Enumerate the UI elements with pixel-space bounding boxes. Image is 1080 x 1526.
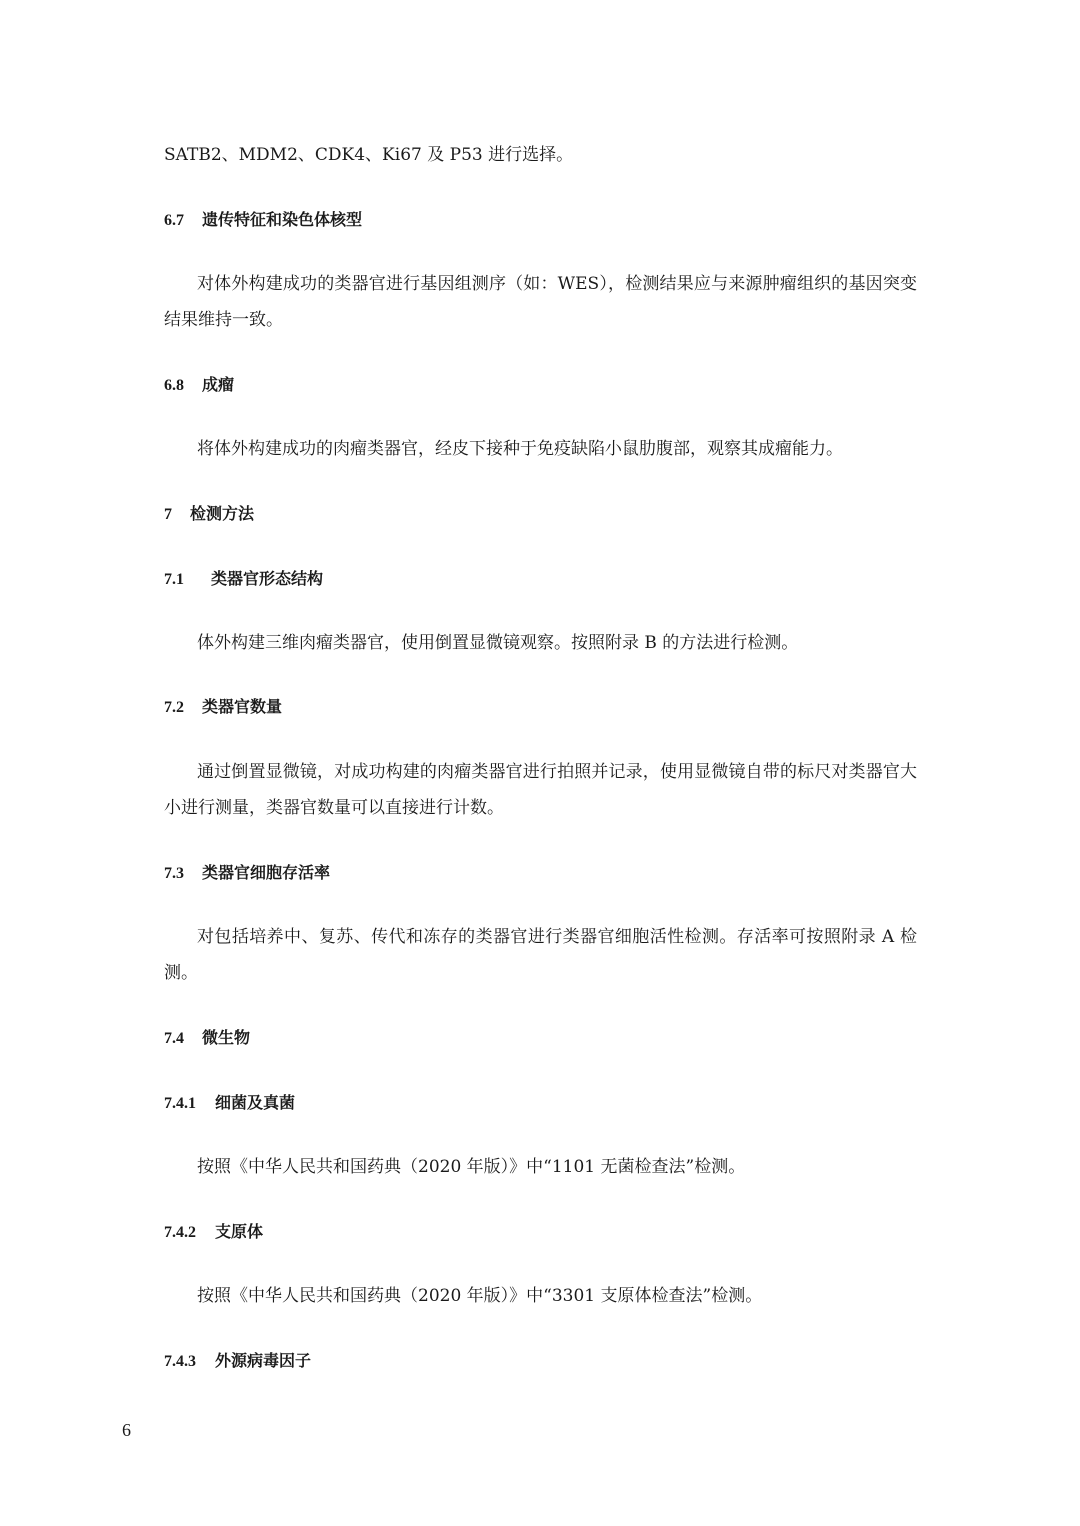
section-number: 7.2: [164, 699, 184, 716]
paragraph-line: SATB2、MDM2、CDK4、Ki67 及 P53 进行选择。: [164, 145, 574, 165]
section-number: 6.8: [164, 377, 184, 394]
section-title: 外源病毒因子: [215, 1351, 312, 1370]
section-title: 支原体: [215, 1222, 264, 1241]
section-title: 类器官形态结构: [211, 569, 324, 588]
section-heading-6-7: [164, 208, 362, 233]
paragraph-line: 将体外构建成功的肉瘤类器官，经皮下接种于免疫缺陷小鼠肋腹部，观察其成瘤能力。: [197, 439, 843, 459]
paragraph-line: 对包括培养中、复苏、传代和冻存的类器官进行类器官细胞活性检测。存活率可按照附录 A 检: [197, 927, 917, 947]
section-heading-7-4: [164, 1026, 250, 1051]
section-heading-6-8: [164, 373, 234, 398]
section-number: 7.1: [164, 571, 184, 588]
section-heading-7-3: [164, 861, 330, 886]
section-number: 6.7: [164, 212, 184, 229]
section-heading-7-4-3: [164, 1349, 311, 1374]
section-number: 7.4.2: [164, 1224, 196, 1241]
section-title: 微生物: [202, 1028, 251, 1047]
paragraph-line: 按照《中华人民共和国药典（2020 年版）》中“3301 支原体检查法”检测。: [197, 1286, 763, 1306]
section-title: 类器官数量: [202, 697, 283, 716]
section-heading-7-2: [164, 695, 282, 720]
paragraph-line: 小进行测量，类器官数量可以直接进行计数。: [164, 798, 504, 818]
section-heading-7-4-1: [164, 1091, 295, 1116]
section-title: 细菌及真菌: [215, 1093, 296, 1112]
section-heading-7-4-2: [164, 1220, 263, 1245]
section-title: 遗传特征和染色体核型: [202, 210, 363, 229]
section-number: 7: [164, 506, 172, 523]
section-number: 7.4.1: [164, 1095, 196, 1112]
section-title: 成瘤: [202, 375, 235, 394]
paragraph-line: 通过倒置显微镜，对成功构建的肉瘤类器官进行拍照并记录，使用显微镜自带的标尺对类器官大: [197, 762, 917, 782]
paragraph-line: 测。: [164, 963, 198, 983]
section-heading-7-1: [164, 567, 323, 592]
paragraph-line: 体外构建三维肉瘤类器官，使用倒置显微镜观察。按照附录 B 的方法进行检测。: [197, 633, 799, 653]
section-number: 7.4: [164, 1030, 184, 1047]
paragraph-line: 按照《中华人民共和国药典（2020 年版）》中“1101 无菌检查法”检测。: [197, 1157, 746, 1177]
paragraph-line: 对体外构建成功的类器官进行基因组测序（如：WES），检测结果应与来源肿瘤组织的基因突变: [197, 274, 917, 294]
section-number: 7.4.3: [164, 1353, 196, 1370]
section-number: 7.3: [164, 865, 184, 882]
section-title: 检测方法: [190, 504, 255, 523]
page-number: 6: [122, 1420, 131, 1440]
section-title: 类器官细胞存活率: [202, 863, 331, 882]
paragraph-line: 结果维持一致。: [164, 310, 283, 330]
section-heading-7: [164, 502, 254, 527]
